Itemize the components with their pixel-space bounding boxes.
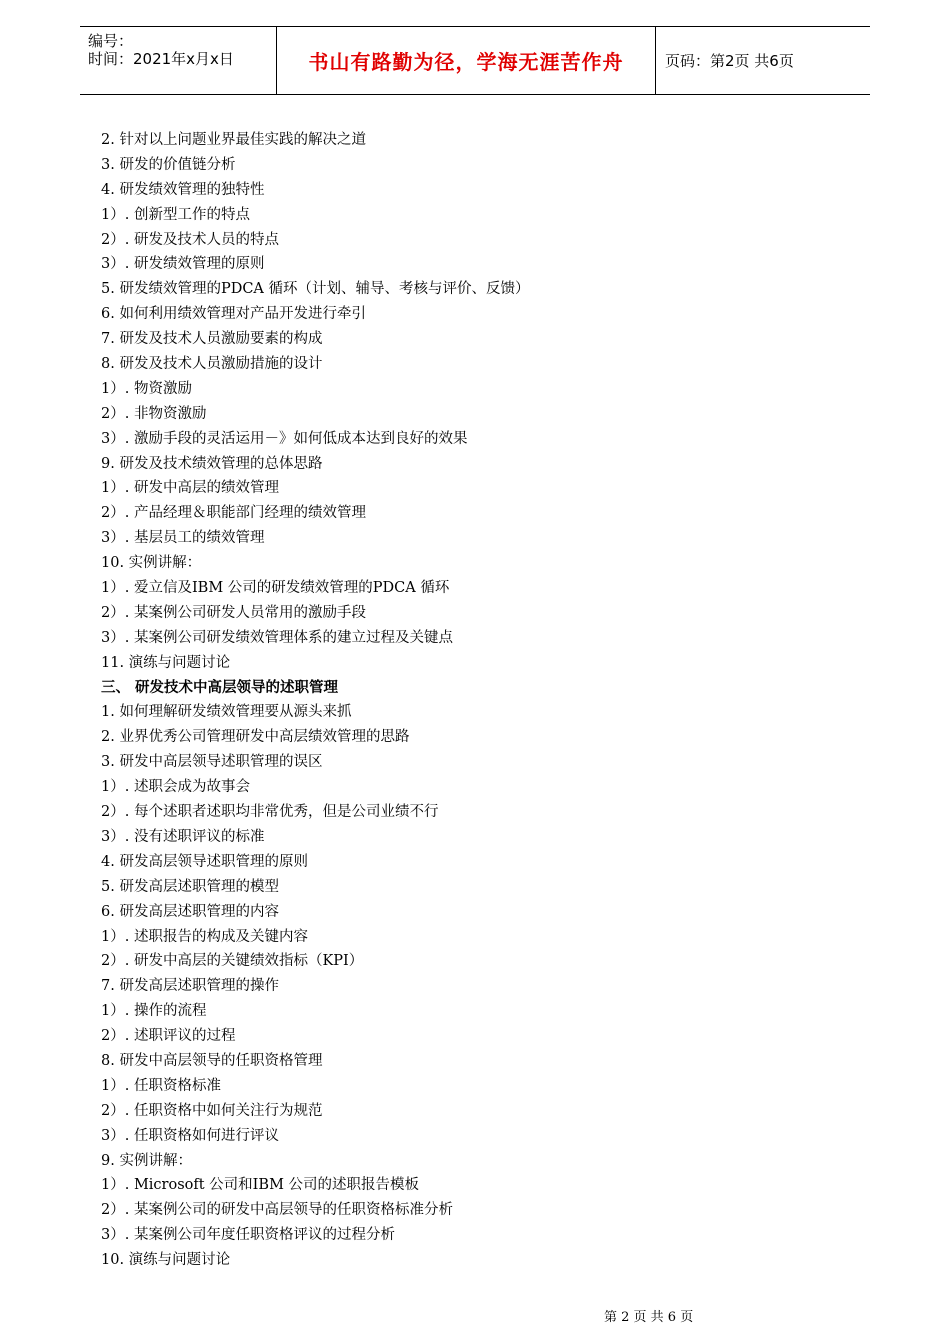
outline-item: 7. 研发高层述职管理的操作 <box>101 978 279 995</box>
outline-item: 10. 演练与问题讨论 <box>101 1252 231 1269</box>
document-time-label: 时间：2021年x月x日 <box>88 50 234 68</box>
outline-item: 9. 研发及技术绩效管理的总体思路 <box>101 455 323 472</box>
outline-item: 5. 研发绩效管理的PDCA 循环（计划、辅导、考核与评价、反馈） <box>101 281 530 298</box>
document-number-label: 编号： <box>88 32 134 50</box>
outline-item: 2）. 研发及技术人员的特点 <box>101 231 279 248</box>
outline-item: 1）. 述职报告的构成及关键内容 <box>101 928 308 945</box>
outline-item: 6. 如何利用绩效管理对产品开发进行牵引 <box>101 306 366 323</box>
outline-item: 1. 如何理解研发绩效管理要从源头来抓 <box>101 704 352 721</box>
outline-item: 4. 研发绩效管理的独特性 <box>101 181 265 198</box>
outline-item: 8. 研发中高层领导的任职资格管理 <box>101 1052 323 1069</box>
outline-item: 3. 研发的价值链分析 <box>101 156 236 173</box>
document-body <box>101 128 881 1273</box>
outline-item: 1）. 创新型工作的特点 <box>101 206 250 223</box>
outline-item: 3）. 没有述职评议的标准 <box>101 828 265 845</box>
header-page-code: 页码：第2页 共6页 <box>665 52 794 70</box>
header-motto: 书山有路勤为径，学海无涯苦作舟 <box>276 27 656 94</box>
outline-item: 1）. 爱立信及IBM 公司的研发绩效管理的PDCA 循环 <box>101 580 450 597</box>
outline-item: 2）. 非物资激励 <box>101 405 207 422</box>
outline-item: 10. 实例讲解： <box>101 555 202 572</box>
outline-item: 2）. 研发中高层的关键绩效指标（KPI） <box>101 953 364 970</box>
outline-item: 2）. 某案例公司研发人员常用的激励手段 <box>101 604 366 621</box>
outline-item: 9. 实例讲解： <box>101 1152 192 1169</box>
section-heading: 三、 研发技术中高层领导的述职管理 <box>101 679 339 696</box>
outline-item: 8. 研发及技术人员激励措施的设计 <box>101 356 323 373</box>
outline-item: 2. 业界优秀公司管理研发中高层绩效管理的思路 <box>101 729 410 746</box>
outline-item: 3）. 研发绩效管理的原则 <box>101 256 265 273</box>
outline-item: 3. 研发中高层领导述职管理的误区 <box>101 754 323 771</box>
outline-item: 3）. 某案例公司年度任职资格评议的过程分析 <box>101 1227 395 1244</box>
outline-item: 1）. Microsoft 公司和IBM 公司的述职报告模板 <box>101 1177 420 1194</box>
page-header <box>80 26 870 95</box>
outline-item: 2）. 述职评议的过程 <box>101 1028 236 1045</box>
outline-item: 11. 演练与问题讨论 <box>101 654 231 671</box>
outline-item: 2）. 产品经理＆职能部门经理的绩效管理 <box>101 505 366 522</box>
outline-item: 5. 研发高层述职管理的模型 <box>101 878 279 895</box>
header-meta <box>80 27 276 94</box>
outline-item: 3）. 某案例公司研发绩效管理体系的建立过程及关键点 <box>101 629 453 646</box>
outline-item: 2. 针对以上问题业界最佳实践的解决之道 <box>101 132 366 148</box>
outline-item: 3）. 基层员工的绩效管理 <box>101 530 265 547</box>
outline-item: 1）. 述职会成为故事会 <box>101 779 250 796</box>
outline-item: 2）. 每个述职者述职均非常优秀，但是公司业绩不行 <box>101 804 439 821</box>
outline-item: 3）. 任职资格如何进行评议 <box>101 1127 279 1144</box>
outline-item: 1）. 物资激励 <box>101 380 192 397</box>
outline-item: 2）. 某案例公司的研发中高层领导的任职资格标准分析 <box>101 1202 453 1219</box>
page-footer: 第 2 页 共 6 页 <box>604 1310 694 1325</box>
outline-item: 3）. 激励手段的灵活运用－》如何低成本达到良好的效果 <box>101 430 468 447</box>
outline-item: 4. 研发高层领导述职管理的原则 <box>101 853 308 870</box>
outline-item: 6. 研发高层述职管理的内容 <box>101 903 279 920</box>
outline-item: 1）. 任职资格标准 <box>101 1077 221 1094</box>
outline-item: 2）. 任职资格中如何关注行为规范 <box>101 1102 323 1119</box>
outline-item: 1）. 操作的流程 <box>101 1003 207 1020</box>
outline-item: 7. 研发及技术人员激励要素的构成 <box>101 331 323 348</box>
outline-item: 1）. 研发中高层的绩效管理 <box>101 480 279 497</box>
